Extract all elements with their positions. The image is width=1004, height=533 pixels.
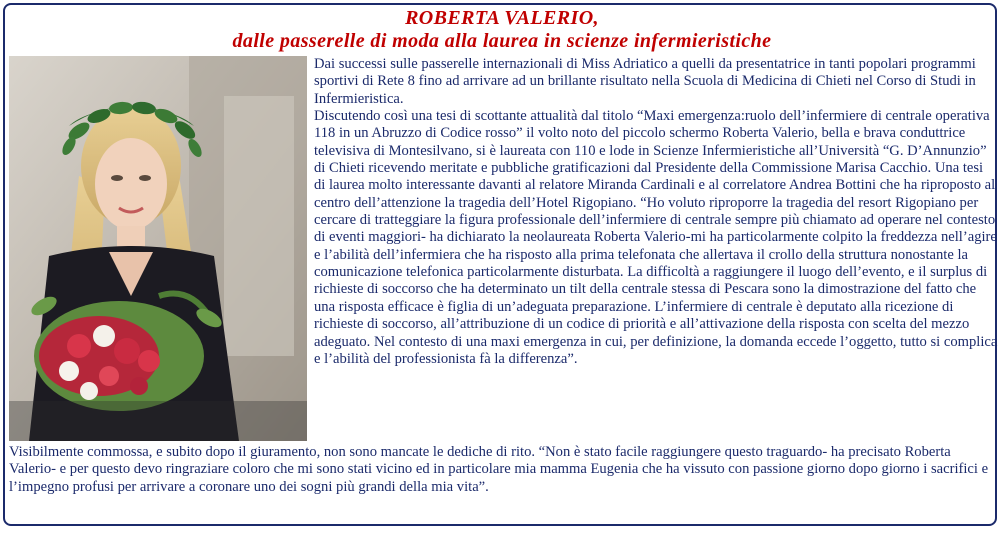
- article-paragraph-2: Discutendo così una tesi di scottante attualità dal titolo “Maxi emergenza:ruolo dell’infermiere di centrale operativa 118 in un Abruzzo di Codice rosso” il volto noto del piccolo schermo Roberta Valerio, bella e brava conduttrice televisiva di Montesilvano, si è laureata con 110 e lode in Scienze Infermieristiche all’Università “G. D’Annunzio” di Chieti ricevendo meritate e pubbliche gratificazioni dal Presidente della Commissione Marisa Cacchio. Una tesi di laurea molto interessante davanti al relatore Miranda Cardinali e al correlatore Andrea Bottini che ha riproposto al centro dell’attenzione la tragedia dell’Hotel Rigopiano. “Ho voluto riproporre la tragedia del resort Rigopiano per cercare di tratteggiare la figura professionale dell’infermiere di centrale sempre più chiamato ad operare nel contesto di eventi maggiori- ha dichiarato la neolaureata Roberta Valerio-mi ha particolarmente colpito la freddezza nell’agire e l’abilità dell’infermiera che ha risposto alla prima telefonata che allertava il crollo della struttura nonostante la comunicazione telefonica particolarmente disturbata. La difficoltà a raggiungere il luogo dell’evento, e il surplus di richieste di soccorso che ha determinato un tilt della centrale stessa di Pescara sono la dimostrazione del fatto che una risposta efficace è figlia di un’adeguata preparazione. L’infermiere di centrale è deputato alla ricezione di richieste di soccorso, all’attribuzione di un codice di priorità e all’attivazione della risposta con scelta del mezzo adeguato. Nel contesto di una maxi emergenza in cui, per definizione, la domanda eccede l’oggetto, tutto si complica e l’abilità del professionista fà la differenza”.: [314, 108, 998, 367]
- graduate-photo-image: [9, 56, 307, 441]
- article-subtitle: dalle passerelle di moda alla laurea in scienze infermieristiche: [232, 30, 772, 52]
- article-paragraph-1: Dai successi sulle passerelle internazionali di Miss Adriatico a quelli da presentatrice in tanti popolari programmi sportivi di Rete 8 fino ad arrivare ad un brillante risultato nella Scuola di Medicina di Chieti nel Corso di Studi in Infermieristica.: [314, 56, 976, 107]
- article-paragraph-3: Visibilmente commossa, e subito dopo il giuramento, non sono mancate le dediche di rito. “Non è stato facile raggiungere questo traguardo- ha precisato Roberta Valerio- e per questo devo ringraziare coloro che mi sono stati vicino ed in particolare mia mamma Eugenia che ha vissuto con passione giorno dopo giorno i sacrifici e l’impegno profusi per arrivare a coronare uno dei sogni più grandi della mia vita”.: [9, 444, 989, 495]
- article-photo[interactable]: [9, 56, 307, 441]
- article-body: [314, 56, 998, 368]
- article-title: ROBERTA VALERIO,: [405, 7, 599, 29]
